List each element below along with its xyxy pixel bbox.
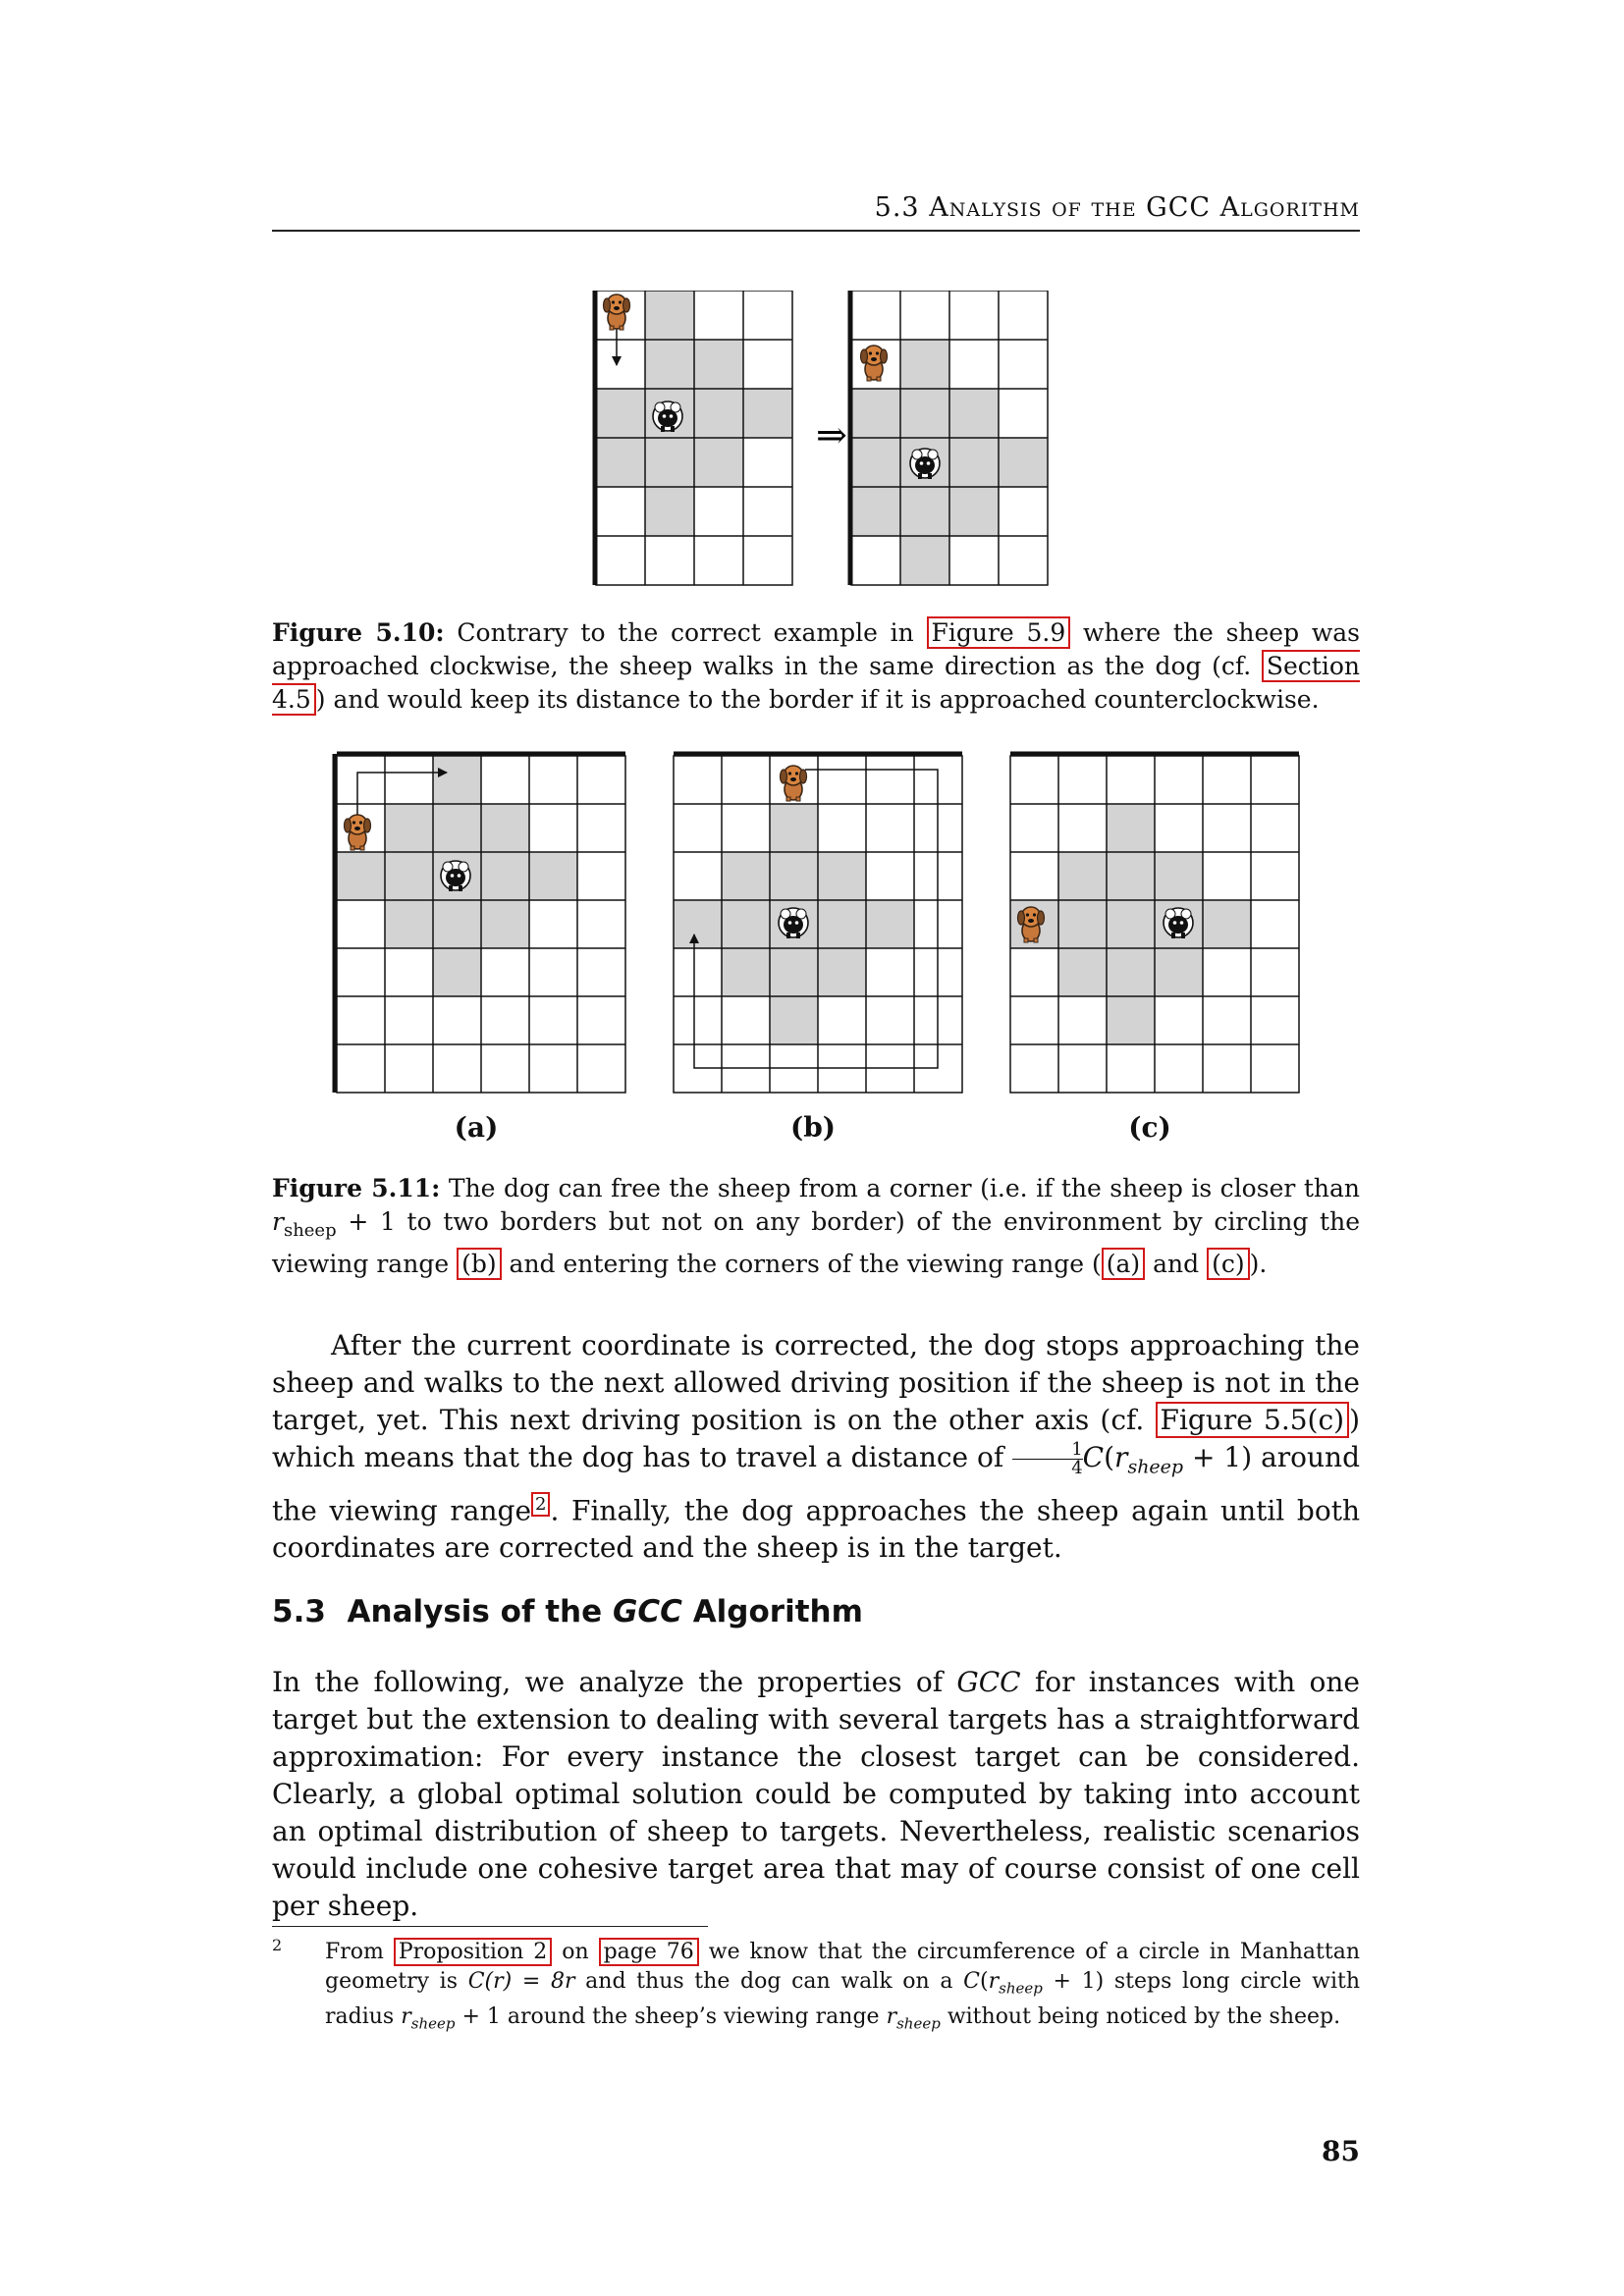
dog-icon xyxy=(604,294,630,330)
footnote-2: From Proposition 2 on page 76 we know that the circumference of a circle in Manhattan geometry is C(r) = 8r and thus the dog can walk on a $C(r_{sheep} + 1)$ steps long circle with radius $r_{sheep} + 1$ around the sheep’s viewing range $r_{sheep}$ without being noticed by the sheep. xyxy=(325,1940,1361,2033)
paragraph-1: After the current coordinate is corrected, the dog stops approaching the sheep and walks to the next allowed driving position if the sheep is not in the target, yet. This next driving position is on the other axis (cf. Figure 5.5(c) ) which means that the dog has to travel a distance of $\frac{1}{4}$ $C(r_{sheep} + 1)$ around the viewing range $^2$ . Finally, the dog approaches the sheep again until both coordinates are corrected and the sheep is in the target. xyxy=(272,1329,1361,1564)
paragraph-2: In the following, we analyze the properties of GCC for instances with one target but the extension to dealing with several targets has a straightforward approximation: For every instance the closest target can be considered. Clearly, a global optimal solution could be computed by taking into account an optimal distribution of sheep to targets. Nevertheless, realistic scenarios would include one cohesive target area that may of course consist of one cell per sheep. xyxy=(272,1666,1360,1922)
page-number: 85 xyxy=(1322,2135,1360,2167)
subfigure-a-link[interactable]: (a) xyxy=(1102,1248,1145,1280)
grid-a xyxy=(335,754,625,1093)
subfigure-b-link[interactable]: (b) xyxy=(457,1248,502,1280)
page-76-link[interactable]: page 76 xyxy=(599,1938,699,1966)
caption-label: Figure 5.11: xyxy=(272,1174,441,1202)
grid-b xyxy=(674,754,962,1093)
footnote-rule xyxy=(272,1926,708,1927)
footnote-2-link[interactable]: 2 xyxy=(531,1492,550,1517)
sublabel-c: (c) xyxy=(1128,1111,1171,1144)
dog-icon xyxy=(781,766,807,801)
figure-5-11-caption: Figure 5.11: The dog can free the sheep from a corner (i.e. if the sheep is closer than $r_{sheep} + 1$ to two borders but not on any border) of the environment by circling the viewing range (b) and entering the corners of the viewing range ( (a) and (c) ). xyxy=(272,1174,1360,1278)
sheep-icon xyxy=(779,908,808,938)
figure-5-10-diagram xyxy=(587,291,1058,595)
running-title: 5.3 Analysis of the GCC Algorithm xyxy=(874,192,1360,223)
figure-5-10-caption: Figure 5.10: Contrary to the correct example in Figure 5.9 where the sheep was approached clockwise, the sheep walks in the same direction as the dog (cf. Section 4.5 ) and would keep its distance to the border if it is approached counterclockwise. xyxy=(272,618,1360,714)
grid-before xyxy=(595,291,792,585)
grid-after xyxy=(850,291,1048,585)
sheep-icon xyxy=(653,401,682,432)
sheep-icon xyxy=(441,861,470,891)
caption-label: Figure 5.10: xyxy=(272,618,445,647)
sublabel-b: (b) xyxy=(789,1111,837,1144)
footnote-marker: 2 xyxy=(272,1936,283,1954)
figure-5-5c-link[interactable]: Figure 5.5(c) xyxy=(1156,1402,1350,1438)
section-4-5-link[interactable]: Section 4.5 xyxy=(272,652,1360,714)
dog-icon xyxy=(861,346,888,381)
implies-arrow: ⇒ xyxy=(816,413,847,456)
running-header xyxy=(272,192,1360,232)
figure-5-9-link[interactable]: Figure 5.9 xyxy=(927,616,1071,649)
sheep-icon xyxy=(910,449,940,479)
sheep-icon xyxy=(1164,908,1193,938)
section-heading: 5.3 Analysis of the GCC Algorithm xyxy=(272,1594,863,1629)
grid-c xyxy=(1010,754,1299,1093)
fraction: $\frac{1}{4}$ xyxy=(1012,1441,1082,1477)
subfigure-c-link[interactable]: (c) xyxy=(1207,1248,1250,1280)
proposition-2-link[interactable]: Proposition 2 xyxy=(394,1938,552,1966)
header-rule xyxy=(272,230,1360,232)
sublabel-a: (a) xyxy=(454,1111,499,1144)
figure-5-11-diagram xyxy=(332,746,1314,1099)
dog-icon xyxy=(345,815,371,850)
